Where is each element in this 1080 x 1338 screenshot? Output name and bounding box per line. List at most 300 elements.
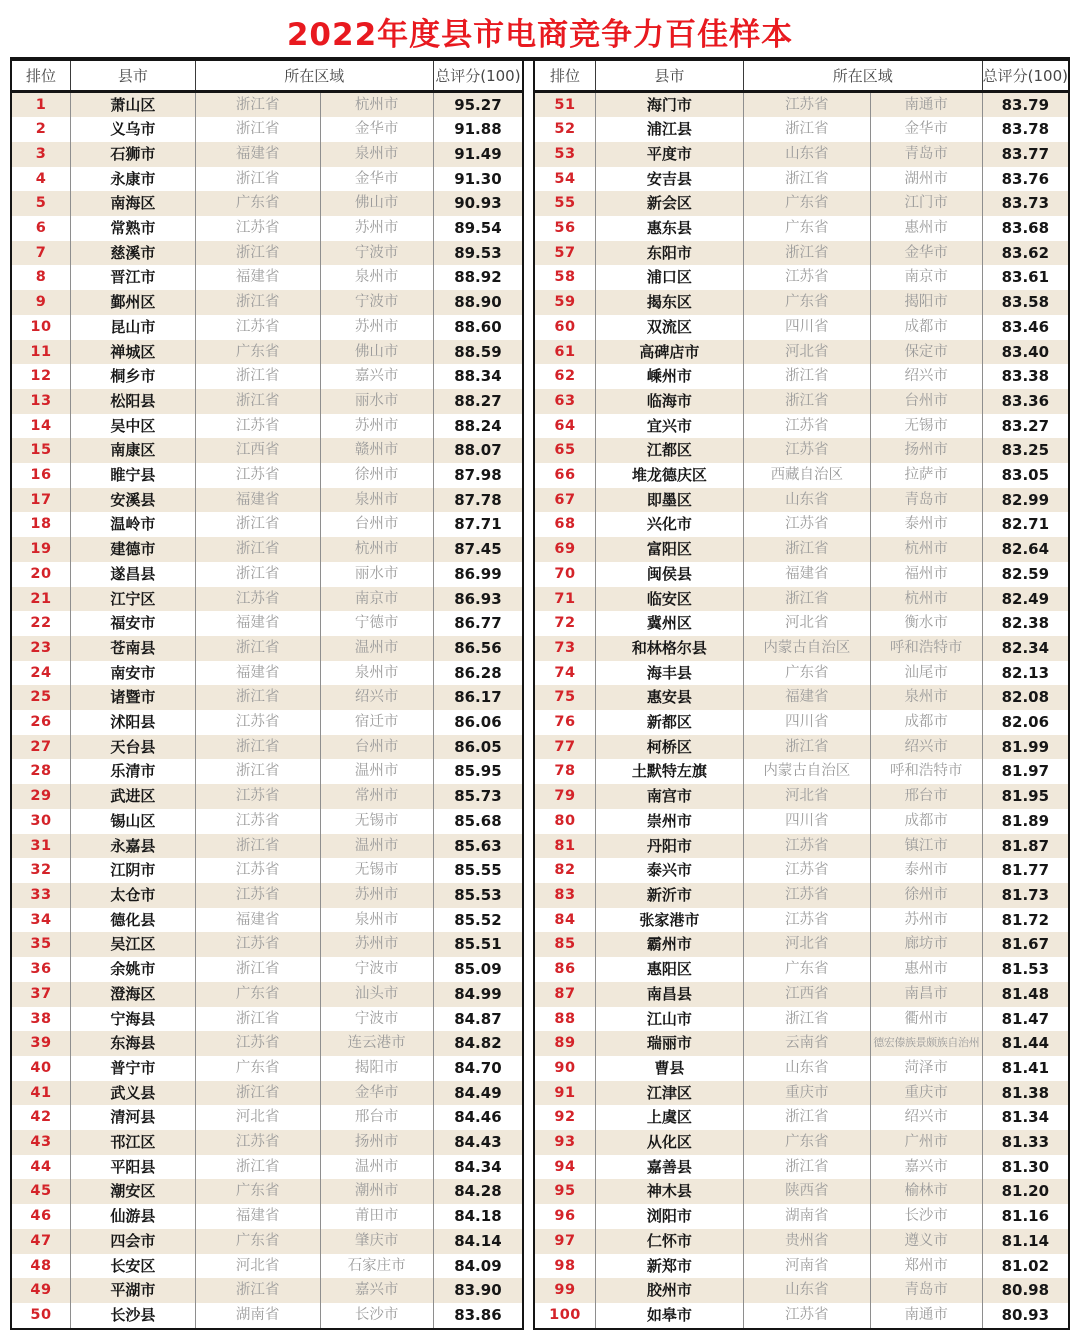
city-cell: 福州市 [870, 562, 982, 587]
county-cell: 江阴市 [71, 858, 196, 883]
province-cell: 江苏省 [195, 932, 320, 957]
city-cell: 台州市 [870, 389, 982, 414]
table-row [534, 1007, 1069, 1032]
county-cell: 禅城区 [71, 340, 196, 365]
rank-cell: 62 [554, 368, 576, 385]
city-cell: 泉州市 [320, 265, 433, 290]
table-row [11, 759, 523, 784]
table-row [11, 883, 523, 908]
table-row [11, 809, 523, 834]
county-cell: 霸州市 [595, 932, 743, 957]
city-cell: 南通市 [870, 91, 982, 117]
col-header-region: 所在区域 [195, 61, 433, 91]
table-row [534, 759, 1069, 784]
county-cell: 福安市 [71, 611, 196, 636]
table-row [11, 735, 523, 760]
rank-cell: 93 [554, 1134, 576, 1151]
province-cell: 浙江省 [743, 1105, 870, 1130]
city-cell: 德宏傣族景颇族自治州 [870, 1031, 982, 1056]
score-cell: 85.68 [433, 809, 523, 834]
score-cell: 84.09 [433, 1254, 523, 1279]
province-cell: 江苏省 [195, 883, 320, 908]
rank-cell: 72 [554, 615, 576, 632]
county-cell: 张家港市 [595, 908, 743, 933]
score-cell: 85.73 [433, 784, 523, 809]
table-row [534, 364, 1069, 389]
score-cell: 83.38 [982, 364, 1069, 389]
county-cell: 四会市 [71, 1229, 196, 1254]
rank-cell: 61 [554, 343, 576, 360]
table-row [11, 91, 523, 117]
rank-cell: 5 [35, 195, 47, 212]
county-cell: 泰兴市 [595, 858, 743, 883]
score-cell: 86.05 [433, 735, 523, 760]
score-cell: 80.98 [982, 1278, 1069, 1303]
rank-cell: 42 [30, 1109, 52, 1126]
table-row [11, 1303, 523, 1329]
score-cell: 81.41 [982, 1056, 1069, 1081]
rank-cell: 48 [30, 1257, 52, 1274]
score-cell: 82.59 [982, 562, 1069, 587]
score-cell: 83.36 [982, 389, 1069, 414]
score-cell: 81.30 [982, 1155, 1069, 1180]
table-row [534, 241, 1069, 266]
city-cell: 重庆市 [870, 1081, 982, 1106]
table-row [11, 1254, 523, 1279]
city-cell: 丽水市 [320, 562, 433, 587]
rank-cell: 11 [30, 343, 52, 360]
rank-cell: 14 [30, 417, 52, 434]
county-cell: 慈溪市 [71, 241, 196, 266]
city-cell: 潮州市 [320, 1179, 433, 1204]
table-row [11, 982, 523, 1007]
score-cell: 81.87 [982, 834, 1069, 859]
city-cell: 湖州市 [870, 167, 982, 192]
table-row [11, 290, 523, 315]
city-cell: 苏州市 [320, 932, 433, 957]
table-row [534, 167, 1069, 192]
score-cell: 81.44 [982, 1031, 1069, 1056]
score-cell: 81.34 [982, 1105, 1069, 1130]
score-cell: 84.14 [433, 1229, 523, 1254]
county-cell: 仁怀市 [595, 1229, 743, 1254]
city-cell: 宁德市 [320, 611, 433, 636]
city-cell: 宁波市 [320, 957, 433, 982]
city-cell: 邢台市 [320, 1105, 433, 1130]
table-row [534, 735, 1069, 760]
city-cell: 泉州市 [320, 661, 433, 686]
city-cell: 宿迁市 [320, 710, 433, 735]
table-row [11, 1179, 523, 1204]
county-cell: 桐乡市 [71, 364, 196, 389]
city-cell: 廊坊市 [870, 932, 982, 957]
score-cell: 84.34 [433, 1155, 523, 1180]
score-cell: 85.55 [433, 858, 523, 883]
table-row [534, 932, 1069, 957]
county-cell: 潮安区 [71, 1179, 196, 1204]
rank-cell: 91 [554, 1084, 576, 1101]
province-cell: 重庆市 [743, 1081, 870, 1106]
col-header-score: 总评分(100) [982, 61, 1069, 91]
table-row [534, 834, 1069, 859]
score-cell: 81.77 [982, 858, 1069, 883]
county-cell: 平阳县 [71, 1155, 196, 1180]
score-cell: 88.07 [433, 438, 523, 463]
rank-cell: 68 [554, 516, 576, 533]
province-cell: 浙江省 [195, 1278, 320, 1303]
province-cell: 江苏省 [195, 463, 320, 488]
score-cell: 88.34 [433, 364, 523, 389]
city-cell: 金华市 [320, 1081, 433, 1106]
rank-cell: 33 [30, 887, 52, 903]
city-cell: 赣州市 [320, 438, 433, 463]
rank-cell: 13 [30, 392, 52, 409]
table-row [534, 1278, 1069, 1303]
county-cell: 富阳区 [595, 537, 743, 562]
table-row [11, 908, 523, 933]
rank-cell: 7 [35, 244, 47, 261]
score-cell: 82.38 [982, 611, 1069, 636]
table-row [534, 1105, 1069, 1130]
province-cell: 江苏省 [743, 1303, 870, 1329]
score-cell: 95.27 [433, 91, 523, 117]
rank-cell: 75 [554, 689, 576, 706]
table-row [11, 784, 523, 809]
city-cell: 温州市 [320, 759, 433, 784]
city-cell: 杭州市 [870, 537, 982, 562]
city-cell: 泰州市 [870, 858, 982, 883]
score-cell: 85.95 [433, 759, 523, 784]
county-cell: 邗江区 [71, 1130, 196, 1155]
rank-cell: 49 [30, 1282, 52, 1299]
rank-cell: 27 [30, 738, 52, 755]
province-cell: 浙江省 [195, 1081, 320, 1106]
rank-cell: 29 [30, 788, 52, 805]
rank-cell: 73 [554, 639, 576, 656]
city-cell: 广州市 [870, 1130, 982, 1155]
county-cell: 昆山市 [71, 315, 196, 340]
rank-cell: 96 [554, 1208, 576, 1225]
rank-cell: 90 [554, 1059, 576, 1076]
table-row [11, 685, 523, 710]
rank-cell: 18 [30, 516, 52, 533]
rank-cell: 39 [30, 1035, 52, 1052]
score-cell: 87.78 [433, 488, 523, 513]
province-cell: 江苏省 [195, 784, 320, 809]
city-cell: 青岛市 [870, 488, 982, 513]
county-cell: 新都区 [595, 710, 743, 735]
col-header-county: 县市 [595, 61, 743, 91]
rank-cell: 59 [554, 294, 576, 311]
province-cell: 广东省 [743, 191, 870, 216]
table-row [11, 1155, 523, 1180]
rank-cell: 36 [30, 961, 52, 978]
province-cell: 江苏省 [743, 265, 870, 290]
county-cell: 南宫市 [595, 784, 743, 809]
rank-cell: 34 [30, 911, 52, 928]
score-cell: 83.40 [982, 340, 1069, 365]
score-cell: 91.30 [433, 167, 523, 192]
rank-cell: 98 [554, 1257, 576, 1274]
province-cell: 江西省 [743, 982, 870, 1007]
rank-cell: 50 [30, 1306, 52, 1323]
table-row [534, 611, 1069, 636]
score-cell: 86.56 [433, 636, 523, 661]
rank-cell: 64 [554, 417, 576, 434]
county-cell: 安溪县 [71, 488, 196, 513]
province-cell: 山东省 [743, 1278, 870, 1303]
county-cell: 南安市 [71, 661, 196, 686]
table-row [534, 982, 1069, 1007]
city-cell: 菏泽市 [870, 1056, 982, 1081]
county-cell: 义乌市 [71, 117, 196, 142]
city-cell: 呼和浩特市 [870, 759, 982, 784]
city-cell: 南京市 [320, 587, 433, 612]
col-header-rank: 排位 [11, 61, 71, 91]
county-cell: 宁海县 [71, 1007, 196, 1032]
province-cell: 广东省 [743, 661, 870, 686]
rank-cell: 45 [30, 1183, 52, 1200]
city-cell: 宁波市 [320, 241, 433, 266]
province-cell: 河南省 [743, 1254, 870, 1279]
rank-cell: 32 [30, 862, 52, 879]
rank-cell: 71 [554, 590, 576, 607]
province-cell: 江苏省 [743, 512, 870, 537]
score-cell: 87.71 [433, 512, 523, 537]
ranking-tables-container [10, 57, 1070, 1330]
rank-cell: 19 [30, 541, 52, 558]
province-cell: 河北省 [743, 784, 870, 809]
score-cell: 83.25 [982, 438, 1069, 463]
col-header-region: 所在区域 [743, 61, 982, 91]
city-cell: 郑州市 [870, 1254, 982, 1279]
county-cell: 温岭市 [71, 512, 196, 537]
rank-cell: 38 [30, 1010, 52, 1027]
city-cell: 遵义市 [870, 1229, 982, 1254]
rank-cell: 47 [30, 1232, 52, 1249]
table-row [11, 1278, 523, 1303]
city-cell: 长沙市 [870, 1204, 982, 1229]
county-cell: 锡山区 [71, 809, 196, 834]
table-row [11, 858, 523, 883]
table-row [534, 389, 1069, 414]
city-cell: 无锡市 [870, 414, 982, 439]
province-cell: 江苏省 [743, 908, 870, 933]
county-cell: 惠阳区 [595, 957, 743, 982]
rank-cell: 21 [30, 590, 52, 607]
score-cell: 81.72 [982, 908, 1069, 933]
score-cell: 83.78 [982, 117, 1069, 142]
province-cell: 福建省 [743, 562, 870, 587]
score-cell: 86.77 [433, 611, 523, 636]
county-cell: 天台县 [71, 735, 196, 760]
table-row [534, 1179, 1069, 1204]
rank-cell: 6 [35, 220, 47, 237]
score-cell: 88.60 [433, 315, 523, 340]
table-row [11, 241, 523, 266]
score-cell: 91.49 [433, 142, 523, 167]
province-cell: 浙江省 [743, 735, 870, 760]
province-cell: 四川省 [743, 710, 870, 735]
province-cell: 浙江省 [195, 91, 320, 117]
table-row [11, 562, 523, 587]
score-cell: 81.53 [982, 957, 1069, 982]
table-row [11, 1081, 523, 1106]
table-row [534, 784, 1069, 809]
city-cell: 嘉兴市 [320, 1278, 433, 1303]
table-row [534, 710, 1069, 735]
rank-cell: 94 [554, 1158, 576, 1175]
city-cell: 嘉兴市 [320, 364, 433, 389]
rank-cell: 99 [554, 1282, 576, 1299]
rank-cell: 67 [554, 491, 576, 508]
table-row [534, 191, 1069, 216]
province-cell: 浙江省 [195, 241, 320, 266]
province-cell: 广东省 [195, 191, 320, 216]
county-cell: 平度市 [595, 142, 743, 167]
county-cell: 吴江区 [71, 932, 196, 957]
rank-cell: 82 [554, 862, 576, 879]
rank-cell: 63 [554, 392, 576, 409]
city-cell: 常州市 [320, 784, 433, 809]
county-cell: 揭东区 [595, 290, 743, 315]
province-cell: 河北省 [195, 1254, 320, 1279]
county-cell: 土默特左旗 [595, 759, 743, 784]
score-cell: 81.16 [982, 1204, 1069, 1229]
score-cell: 81.99 [982, 735, 1069, 760]
rank-cell: 37 [30, 985, 52, 1002]
table-row [534, 142, 1069, 167]
city-cell: 莆田市 [320, 1204, 433, 1229]
score-cell: 81.95 [982, 784, 1069, 809]
table-row [11, 488, 523, 513]
province-cell: 浙江省 [743, 364, 870, 389]
table-row [534, 908, 1069, 933]
city-cell: 保定市 [870, 340, 982, 365]
province-cell: 浙江省 [195, 735, 320, 760]
city-cell: 青岛市 [870, 142, 982, 167]
score-cell: 85.53 [433, 883, 523, 908]
score-cell: 85.51 [433, 932, 523, 957]
city-cell: 苏州市 [320, 315, 433, 340]
province-cell: 浙江省 [195, 290, 320, 315]
county-cell: 新郑市 [595, 1254, 743, 1279]
score-cell: 81.89 [982, 809, 1069, 834]
table-row [534, 883, 1069, 908]
rank-cell: 2 [35, 121, 47, 138]
rank-cell: 58 [554, 269, 576, 286]
rank-cell: 26 [30, 714, 52, 731]
score-cell: 81.48 [982, 982, 1069, 1007]
score-cell: 82.99 [982, 488, 1069, 513]
table-row [11, 1031, 523, 1056]
rank-cell: 52 [554, 121, 576, 138]
province-cell: 江苏省 [743, 91, 870, 117]
province-cell: 山东省 [743, 1056, 870, 1081]
county-cell: 浦口区 [595, 265, 743, 290]
col-header-score: 总评分(100) [433, 61, 523, 91]
county-cell: 长沙县 [71, 1303, 196, 1329]
table-row [534, 438, 1069, 463]
province-cell: 浙江省 [743, 587, 870, 612]
province-cell: 江苏省 [195, 858, 320, 883]
city-cell: 佛山市 [320, 340, 433, 365]
city-cell: 无锡市 [320, 809, 433, 834]
county-cell: 余姚市 [71, 957, 196, 982]
province-cell: 内蒙古自治区 [743, 636, 870, 661]
table-row [534, 661, 1069, 686]
county-cell: 遂昌县 [71, 562, 196, 587]
province-cell: 浙江省 [195, 562, 320, 587]
table-row [11, 265, 523, 290]
province-cell: 福建省 [195, 908, 320, 933]
province-cell: 浙江省 [195, 537, 320, 562]
county-cell: 澄海区 [71, 982, 196, 1007]
rank-cell: 54 [554, 170, 576, 187]
county-cell: 武进区 [71, 784, 196, 809]
province-cell: 云南省 [743, 1031, 870, 1056]
county-cell: 普宁市 [71, 1056, 196, 1081]
rank-cell: 95 [554, 1183, 576, 1200]
score-cell: 83.61 [982, 265, 1069, 290]
score-cell: 83.62 [982, 241, 1069, 266]
city-cell: 青岛市 [870, 1278, 982, 1303]
table-row [11, 587, 523, 612]
province-cell: 广东省 [195, 1056, 320, 1081]
score-cell: 84.18 [433, 1204, 523, 1229]
score-cell: 81.33 [982, 1130, 1069, 1155]
province-cell: 广东省 [195, 982, 320, 1007]
county-cell: 长安区 [71, 1254, 196, 1279]
score-cell: 91.88 [433, 117, 523, 142]
table-row [534, 809, 1069, 834]
province-cell: 浙江省 [743, 167, 870, 192]
rank-cell: 79 [554, 788, 576, 805]
city-cell: 江门市 [870, 191, 982, 216]
score-cell: 83.46 [982, 315, 1069, 340]
rank-cell: 81 [554, 837, 576, 854]
county-cell: 嵊州市 [595, 364, 743, 389]
county-cell: 乐清市 [71, 759, 196, 784]
score-cell: 84.28 [433, 1179, 523, 1204]
rank-cell: 30 [30, 812, 52, 829]
city-cell: 温州市 [320, 1155, 433, 1180]
score-cell: 86.28 [433, 661, 523, 686]
city-cell: 绍兴市 [320, 685, 433, 710]
province-cell: 浙江省 [743, 537, 870, 562]
city-cell: 金华市 [320, 117, 433, 142]
table-row [11, 1007, 523, 1032]
table-row [534, 216, 1069, 241]
score-cell: 87.98 [433, 463, 523, 488]
score-cell: 82.34 [982, 636, 1069, 661]
city-cell: 成都市 [870, 710, 982, 735]
score-cell: 87.45 [433, 537, 523, 562]
county-cell: 兴化市 [595, 512, 743, 537]
province-cell: 浙江省 [743, 1007, 870, 1032]
province-cell: 江苏省 [195, 315, 320, 340]
score-cell: 88.27 [433, 389, 523, 414]
province-cell: 浙江省 [195, 117, 320, 142]
score-cell: 83.58 [982, 290, 1069, 315]
county-cell: 闽侯县 [595, 562, 743, 587]
city-cell: 徐州市 [320, 463, 433, 488]
score-cell: 81.38 [982, 1081, 1069, 1106]
city-cell: 嘉兴市 [870, 1155, 982, 1180]
county-cell: 诸暨市 [71, 685, 196, 710]
province-cell: 四川省 [743, 809, 870, 834]
table-header [11, 61, 523, 91]
